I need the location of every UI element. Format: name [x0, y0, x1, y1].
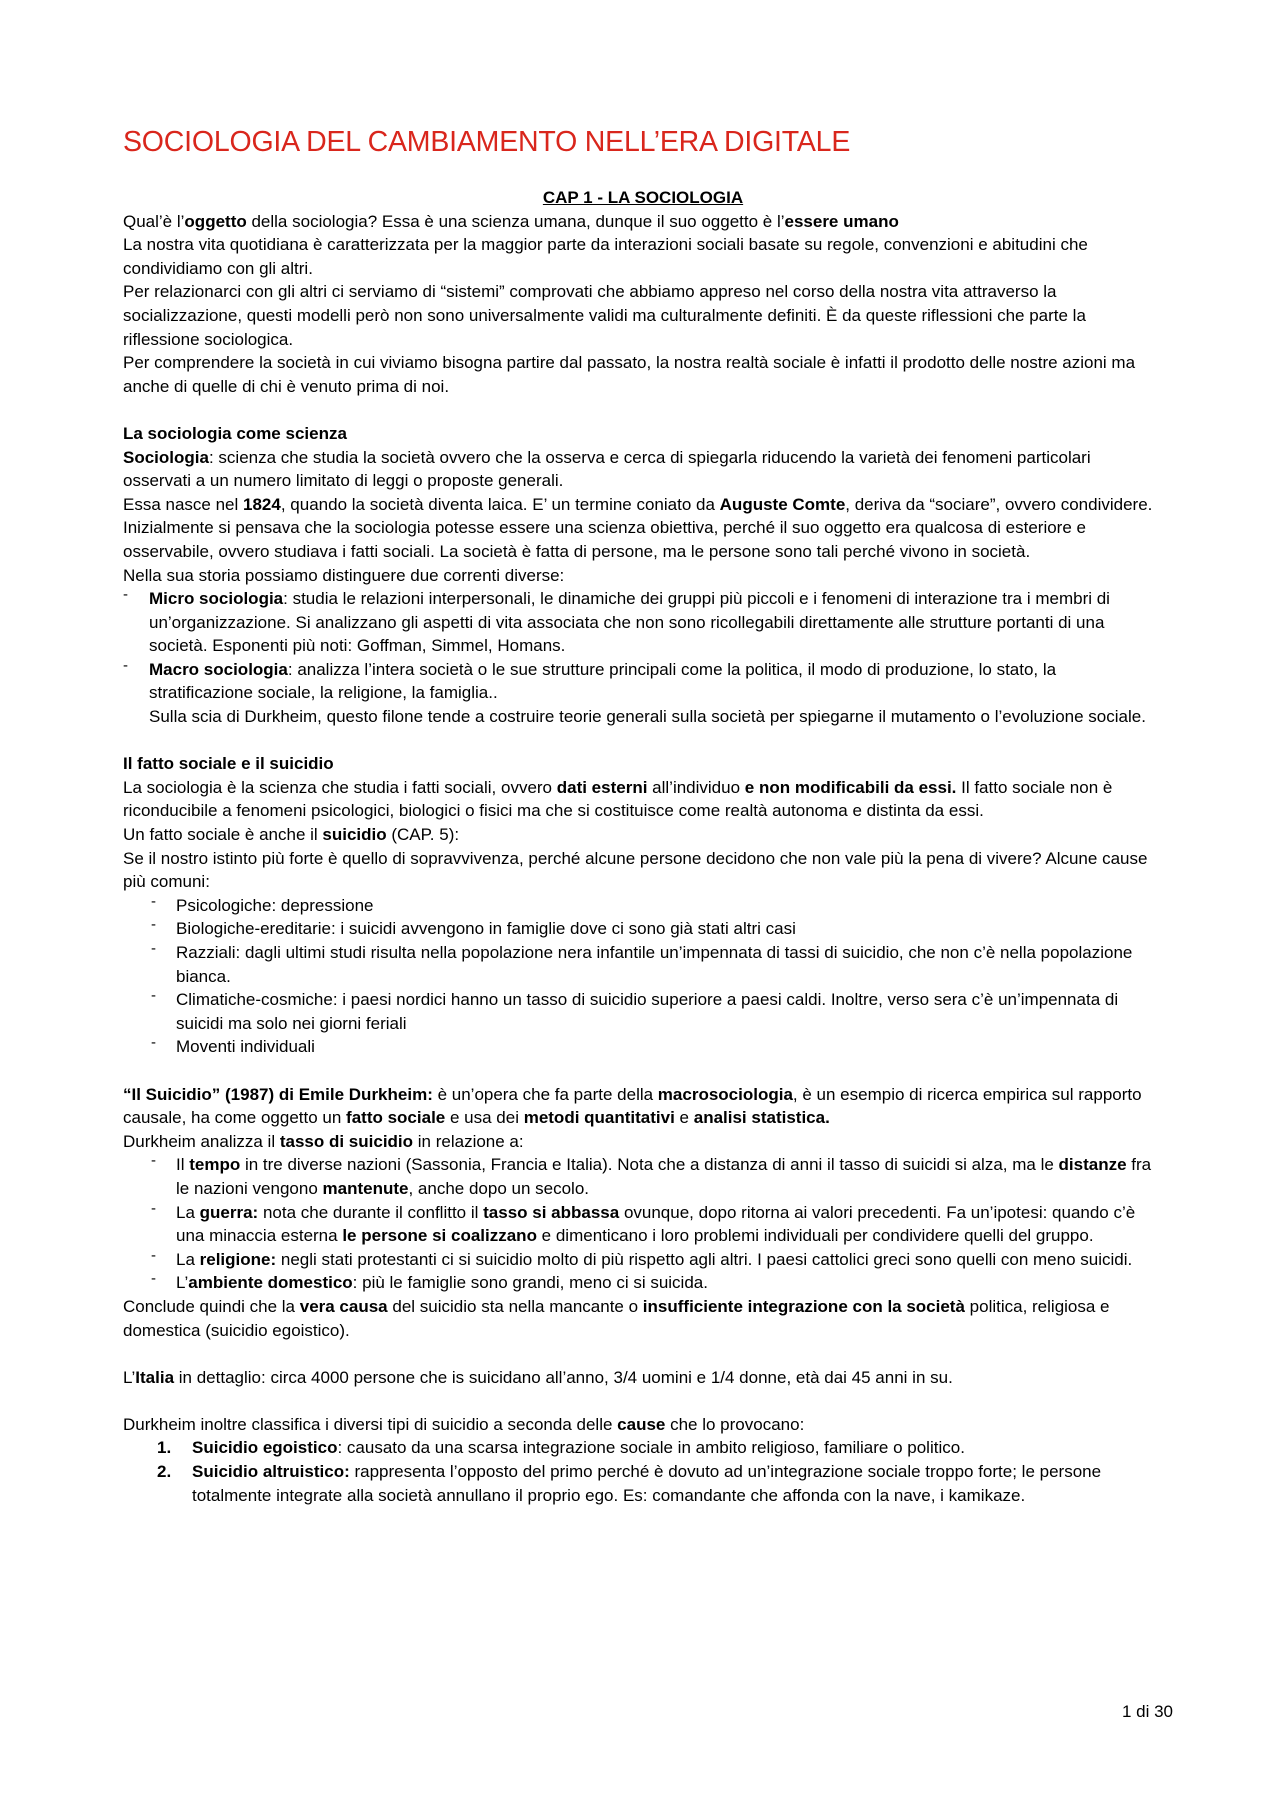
list-item-macro: - Macro sociologia: analizza l’intera società o le sue strutture principali come la politica, il modo di produzione, lo stato, la stratificazione sociale, la religione, la famiglia.. Sulla scia di Durkheim, questo filone tende a costruire teorie generali sulla società per spiegarne il mutamento o l’evoluzione sociale. [149, 658, 1163, 729]
list-item: - Climatiche-cosmiche: i paesi nordici hanno un tasso di suicidio superiore a paesi caldi. Inoltre, verso sera c’è un’impennata di suicidi ma solo nei giorni feriali [176, 988, 1163, 1035]
italia-paragraph: L’Italia in dettaglio: circa 4000 persone che is suicidano all’anno, 3/4 uomini e 1/4 donne, età dai 45 anni in su. [123, 1367, 953, 1387]
list-item-altruistico: 2. Suicidio altruistico: rappresenta l’opposto del primo perché è dovuto ad un’integrazione sociale troppo forte; le persone totalmente integrate alla società annullano il proprio ego. Es: comandante che affonda con la nave, i kamikaze. [157, 1462, 1102, 1505]
durkheim-paragraph-4: Durkheim inoltre classifica i diversi tipi di suicidio a seconda delle cause che lo provocano: [123, 1414, 805, 1434]
durkheim-factors-list [123, 1153, 1163, 1295]
durkheim-paragraph-1: “Il Suicidio” (1987) di Emile Durkheim: è un’opera che fa parte della macrosociologia, è un esempio di ricerca empirica sul rapporto causale, ha come oggetto un fatto sociale e usa dei metodi quantitativi e analisi statistica. [123, 1084, 1142, 1128]
scienza-paragraph-3: Nella sua storia possiamo distinguere due correnti diverse: [123, 565, 565, 585]
list-item: - Razziali: dagli ultimi studi risulta nella popolazione nera infantile un’impennata di tassi di suicidio, che non c’è nella popolazione bianca. [176, 941, 1163, 988]
document-title: SOCIOLOGIA DEL CAMBIAMENTO NELL’ERA DIGITALE [123, 126, 851, 158]
list-item: - Psicologiche: depressione [176, 894, 1163, 918]
scienza-paragraph-2: Essa nasce nel 1824, quando la società diventa laica. E’ un termine coniato da Auguste Comte, deriva da “sociare”, ovvero condividere. Inizialmente si pensava che la sociologia potesse essere una scienza obiettiva, perché il suo oggetto era qualcosa di esteriore e osservabile, ovvero studiava i fatti sociali. La società è fatta di persone, ma le persone sono tali perché vivono in società. [123, 494, 1153, 561]
list-item-micro: - Micro sociologia: studia le relazioni interpersonali, le dinamiche dei gruppi più piccoli e i fenomeni di interazione tra i membri di un’organizzazione. Si analizzano gli aspetti di vita associata che non sono ricollegabili direttamente alle strutture portanti di una società. Esponenti più noti: Goffman, Simmel, Homans. [149, 587, 1163, 658]
cause-list [123, 894, 1163, 1059]
chapter-heading: CAP 1 - LA SOCIOLOGIA [542, 188, 744, 207]
list-item: - Moventi individuali [176, 1035, 1163, 1059]
intro-paragraph-1: Qual’è l’oggetto della sociologia? Essa è una scienza umana, dunque il suo oggetto è l’essere umano [123, 211, 899, 231]
correnti-list [123, 587, 1163, 729]
fatto-paragraph-2: Un fatto sociale è anche il suicidio (CAP. 5): [123, 825, 460, 845]
list-item-tempo: - Il tempo in tre diverse nazioni (Sassonia, Francia e Italia). Nota che a distanza di anni il tasso di suicidi si alza, ma le distanze fra le nazioni vengono mantenute, anche dopo un secolo. [176, 1153, 1163, 1200]
list-item-religione: - La religione: negli stati protestanti ci si suicidio molto di più rispetto agli altri. I paesi cattolici greci sono quelli con meno suicidi. [176, 1248, 1163, 1272]
durkheim-paragraph-3: Conclude quindi che la vera causa del suicidio sta nella mancante o insufficiente integrazione con la società politica, religiosa e domestica (suicidio egoistico). [123, 1296, 1110, 1340]
section-heading-fatto: Il fatto sociale e il suicidio [123, 754, 334, 774]
fatto-paragraph-1: La sociologia è la scienza che studia i fatti sociali, ovvero dati esterni all’individuo e non modificabili da essi. Il fatto sociale non è riconducibile a fenomeni psicologici, biologici o fisici ma che si costituisce come realtà autonoma e distinta da essi. [123, 777, 1113, 821]
durkheim-paragraph-2: Durkheim analizza il tasso di suicidio in relazione a: [123, 1131, 524, 1151]
list-item: - Biologiche-ereditarie: i suicidi avvengono in famiglie dove ci sono già stati altri casi [176, 917, 1163, 941]
page-number: 1 di 30 [1121, 1702, 1173, 1721]
section-heading-scienza: La sociologia come scienza [123, 423, 347, 443]
document-body [123, 186, 1163, 1507]
suicide-types-list [123, 1436, 1163, 1507]
intro-paragraph-4: Per comprendere la società in cui viviamo bisogna partire dal passato, la nostra realtà sociale è infatti il prodotto delle nostre azioni ma anche di quelle di chi è venuto prima di noi. [123, 353, 1136, 396]
list-item-egoistico: 1. Suicidio egoistico: causato da una scarsa integrazione sociale in ambito religioso, familiare o politico. [157, 1438, 965, 1458]
intro-paragraph-3: Per relazionarci con gli altri ci serviamo di “sistemi” comprovati che abbiamo appreso nel corso della nostra vita attraverso la socializzazione, questi modelli però non sono universalmente validi ma culturalmente definiti. È da queste riflessioni che parte la riflessione sociologica. [123, 282, 1086, 349]
intro-paragraph-2: La nostra vita quotidiana è caratterizzata per la maggior parte da interazioni sociali basate su regole, convenzioni e abitudini che condividiamo con gli altri. [123, 235, 1088, 278]
scienza-paragraph-1: Sociologia: scienza che studia la società ovvero che la osserva e cerca di spiegarla riducendo la varietà dei fenomeni particolari osservati a un numero limitato di leggi o proposte generali. [123, 447, 1091, 491]
list-item-ambiente: - L’ambiente domestico: più le famiglie sono grandi, meno ci si suicida. [176, 1271, 1163, 1295]
list-item-guerra: - La guerra: nota che durante il conflitto il tasso si abbassa ovunque, dopo ritorna ai valori precedenti. Fa un’ipotesi: quando c’è una minaccia esterna le persone si coalizzano e dimenticano i loro problemi individuali per condividere quelli del gruppo. [176, 1201, 1163, 1248]
fatto-paragraph-3: Se il nostro istinto più forte è quello di sopravvivenza, perché alcune persone decidono che non vale più la pena di vivere? Alcune cause più comuni: [123, 848, 1148, 892]
